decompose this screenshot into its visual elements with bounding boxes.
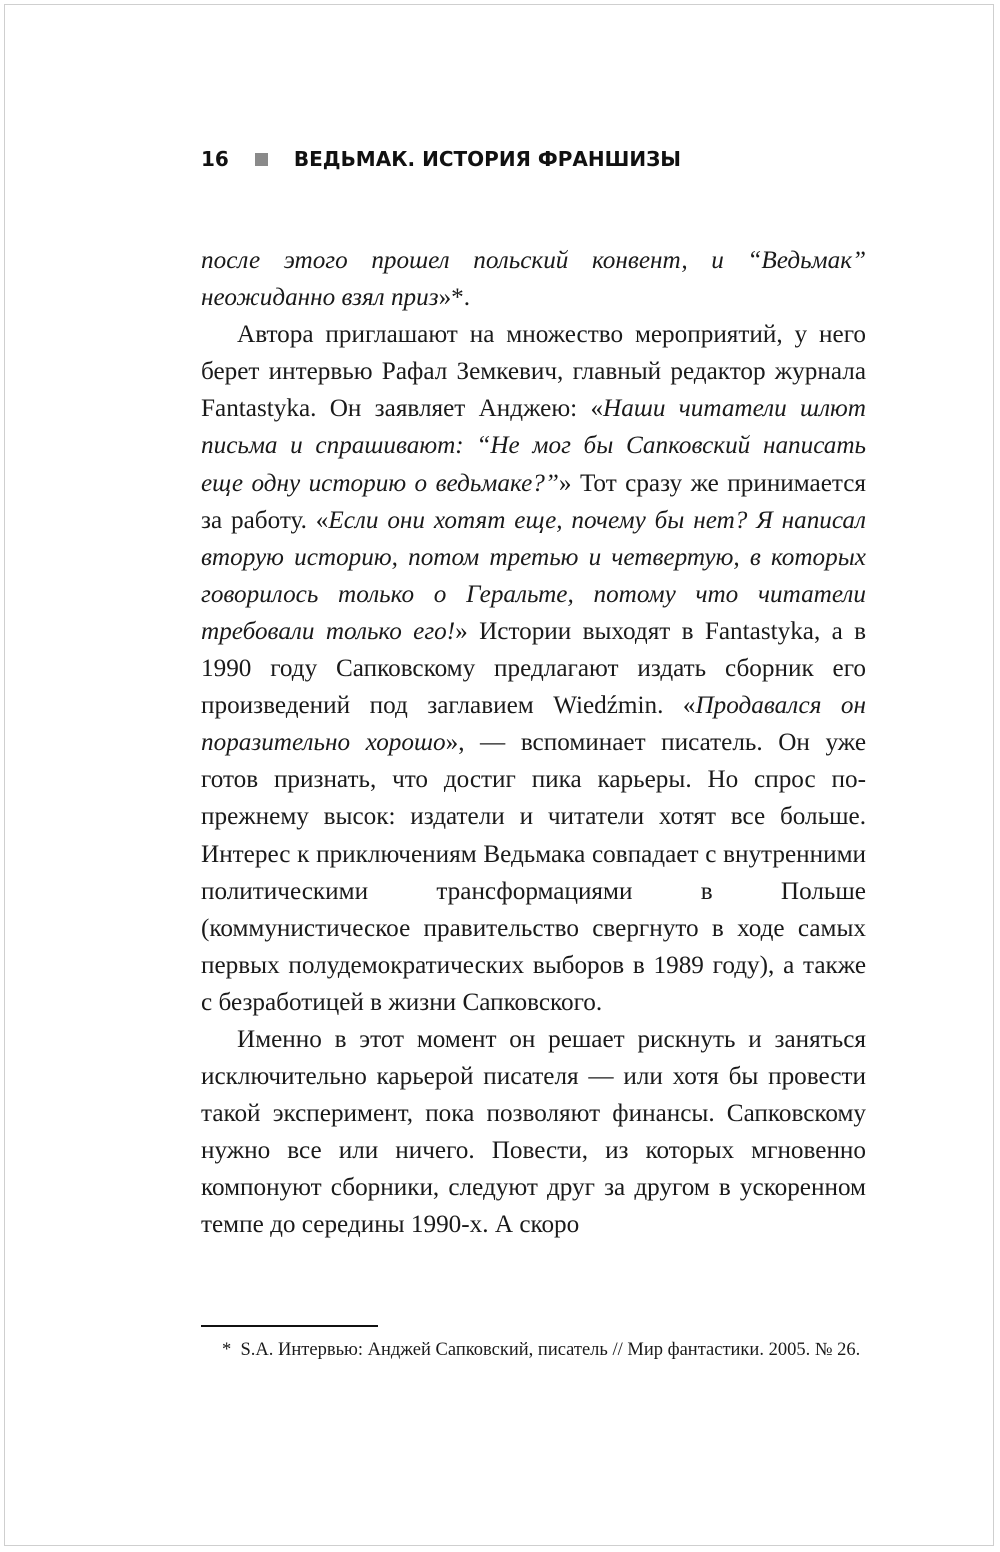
body-text: [201, 242, 866, 1244]
quote-text: Продавался он поразительно хорошо: [201, 692, 866, 757]
page-number: 16: [201, 147, 229, 171]
quote-text: после этого прошел польский конвент, и “Ведьмак” неожиданно взял приз: [201, 247, 866, 312]
footnote-text: S.A. Интервью: Анджей Сапковский, писатель // Мир фантастики. 2005. № 26.: [240, 1340, 861, 1360]
footnote-divider: [201, 1325, 378, 1327]
paragraph-1: [201, 242, 866, 316]
text-run: », — вспоминает писатель. Он уже готов признать, что достиг пика карьеры. Но спрос по-прежнему высок: издатели и читатели хотят все больше. Интерес к приключениям Ведьмака совпадает с внутренними политическими трансформациями в Польше (коммунистическое правительство свергнуто в ходе самых первых полудемократических выборов в 1989 году), а также с безработицей в жизни Сапковского.: [201, 729, 866, 1016]
paragraph-3: [201, 1021, 866, 1244]
book-title: ВЕДЬМАК. ИСТОРИЯ ФРАНШИЗЫ: [293, 147, 682, 171]
paragraph-2: [201, 316, 866, 1021]
square-separator-icon: [255, 153, 268, 166]
book-page: [4, 4, 994, 1546]
text-run: » Истории выходят в Fantastyka, а в 1990 году Сапковскому предлагают издать сборник его произведений под заглавием Wiedźmin. «: [201, 617, 866, 720]
footnote-marker: *: [222, 1340, 232, 1360]
footnote: [201, 1336, 866, 1364]
quote-text: Наши читатели шлют письма и спрашивают: “Не мог бы Сапковский написать еще одну историю о ведьмаке?”: [201, 395, 866, 497]
quote-end: »*.: [438, 284, 471, 312]
text-run: » Тот сразу же принимается за работу. «: [201, 469, 866, 534]
text-run: Именно в этот момент он решает рискнуть и заняться исключительно карьерой писателя — или хотя бы провести такой эксперимент, пока позволяют финансы. Сапковскому нужно все или ничего. Повести, из которых мгновенно компонуют сборники, следуют друг за другом в ускоренном темпе до середины 1990-х. А скоро: [201, 1025, 866, 1239]
text-run: Автора приглашают на множество мероприятий, у него берет интервью Рафал Земкевич, главный редактор журнала Fantastyka. Он заявляет Анджею: «: [201, 321, 866, 423]
running-header: [201, 147, 871, 171]
quote-text: Если они хотят еще, почему бы нет? Я написал вторую историю, потом третью и четвертую, в которых говорилось только о Геральте, потому что читатели требовали только его!: [201, 506, 866, 645]
